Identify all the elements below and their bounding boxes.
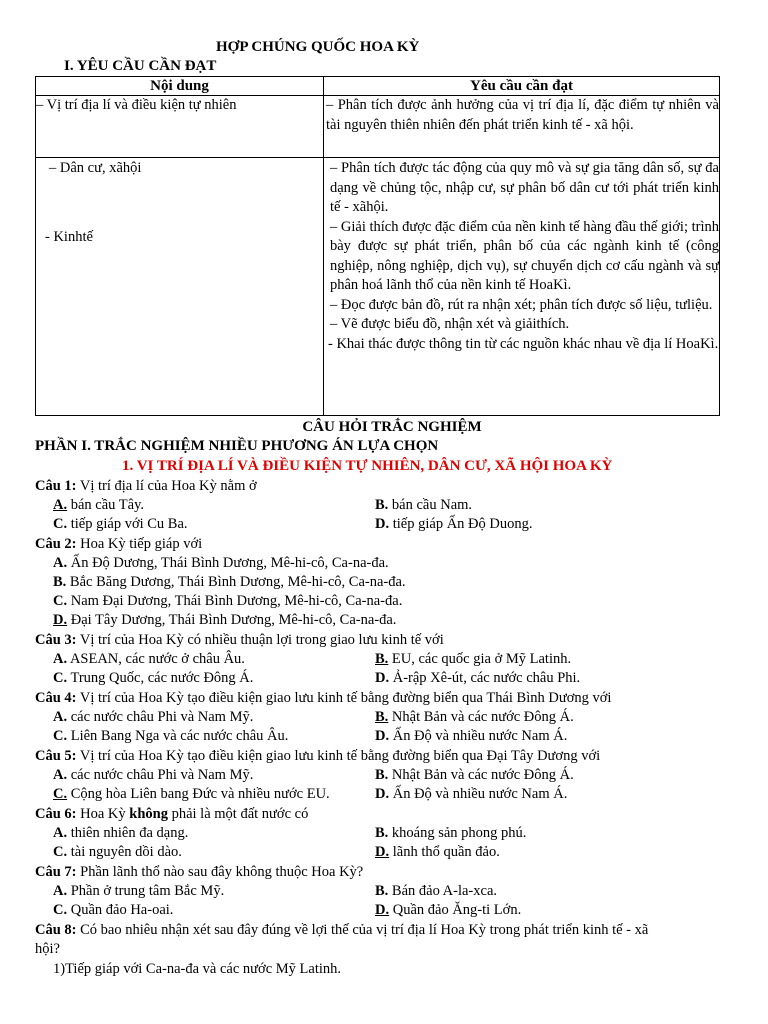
- question-text: phải là một đất nước có: [167, 806, 309, 822]
- requirement-item: – Đọc được bản đồ, rút ra nhận xét; phân tích được số liệu, tưliệu.: [330, 296, 713, 313]
- table-cell: [36, 158, 324, 416]
- option-letter: C.: [53, 786, 68, 802]
- option-a[interactable]: [53, 496, 144, 515]
- option-letter: C.: [53, 728, 68, 744]
- question-label: Câu 8:: [35, 922, 77, 938]
- option-a[interactable]: [53, 650, 245, 669]
- option-letter: B.: [375, 651, 389, 667]
- option-b[interactable]: [375, 766, 574, 785]
- option-c[interactable]: [53, 901, 173, 920]
- statement-item: 1)Tiếp giáp với Ca-na-đa và các nước Mỹ Latinh.: [53, 961, 342, 977]
- document-title: HỢP CHÚNG QUỐC HOA KỲ: [216, 39, 420, 55]
- question-text: Hoa Kỳ tiếp giáp với: [76, 536, 203, 552]
- question-2: [35, 535, 202, 554]
- option-text: Nam Đại Dương, Thái Bình Dương, Mê-hi-cô, Ca-na-đa.: [70, 593, 403, 609]
- option-text: Quần đảo Ha-oai.: [70, 902, 174, 918]
- row1-content: – Vị trí địa lí và điều kiện tự nhiên: [36, 97, 237, 113]
- requirement-item: – Giải thích được đặc điểm của nền kinh tế hàng đầu thế giới; trình bày được sự phát triển, phân bố của các ngành kinh tế (công nghiệp, nông nghiệp, dịch vụ), sự chuyển dịch cơ cấu ngành và sự phân hoá lãnh thổ của nền kinh tế HoaKì.: [330, 218, 719, 293]
- option-text: Ấn Độ và nhiều nước Nam Á.: [392, 786, 568, 802]
- option-text: Phần ở trung tâm Bắc Mỹ.: [70, 883, 225, 899]
- part-heading: PHẦN I. TRẮC NGHIỆM NHIỀU PHƯƠNG ÁN LỰA CHỌN: [35, 438, 439, 454]
- option-letter: D.: [53, 612, 68, 628]
- option-b[interactable]: [375, 496, 472, 515]
- row2-content-economy: - Kinhtế: [45, 228, 93, 245]
- option-b[interactable]: [375, 650, 571, 669]
- option-text: bán cầu Tây.: [70, 497, 145, 513]
- question-8: [35, 921, 648, 940]
- question-text: Vị trí của Hoa Kỳ tạo điều kiện giao lưu kinh tế bằng đường biển qua Thái Bình Dương với: [76, 690, 612, 706]
- option-letter: A.: [53, 825, 68, 841]
- table-header-requirement: Yêu cầu cần đạt: [324, 77, 720, 96]
- option-letter: C.: [53, 902, 68, 918]
- option-d[interactable]: [375, 727, 567, 746]
- question-8-continued: hội?: [35, 941, 60, 957]
- option-letter: B.: [53, 574, 67, 590]
- option-text: thiên nhiên đa dạng.: [70, 825, 189, 841]
- table-cell: [36, 96, 324, 158]
- option-text: Liên Bang Nga và các nước châu Âu.: [70, 728, 289, 744]
- table-header-row: [36, 77, 720, 96]
- question-label: Câu 3:: [35, 632, 77, 648]
- option-text: Đại Tây Dương, Thái Bình Dương, Mê-hi-cô, Ca-na-đa.: [70, 612, 397, 628]
- table-row: [36, 96, 720, 158]
- option-d[interactable]: [375, 515, 532, 534]
- option-letter: A.: [53, 709, 68, 725]
- option-letter: B.: [375, 767, 389, 783]
- question-6: [35, 805, 308, 824]
- option-text: Ấn Độ Dương, Thái Bình Dương, Mê-hi-cô, Ca-na-đa.: [70, 555, 389, 571]
- question-label: Câu 5:: [35, 748, 77, 764]
- table-row: [36, 158, 720, 416]
- option-d[interactable]: [375, 669, 580, 688]
- option-letter: D.: [375, 670, 390, 686]
- option-letter: C.: [53, 516, 68, 532]
- option-text: tiếp giáp với Cu Ba.: [70, 516, 188, 532]
- table-header-content: Nội dung: [36, 77, 324, 96]
- question-label: Câu 1:: [35, 478, 77, 494]
- option-d[interactable]: [53, 611, 396, 630]
- option-letter: A.: [53, 651, 68, 667]
- option-text: lãnh thổ quần đảo.: [392, 844, 500, 860]
- option-c[interactable]: [53, 727, 288, 746]
- option-c[interactable]: [53, 592, 402, 611]
- option-b[interactable]: [375, 824, 526, 843]
- option-text: Quần đảo Ăng-ti Lớn.: [392, 902, 522, 918]
- question-3: [35, 631, 444, 650]
- requirement-item: - Khai thác được thông tin từ các nguồn khác nhau về địa lí HoaKì.: [328, 335, 719, 352]
- option-text: Ấn Độ và nhiều nước Nam Á.: [392, 728, 568, 744]
- question-emphasis: không: [129, 806, 168, 822]
- question-4: [35, 689, 611, 708]
- question-text: Có bao nhiêu nhận xét sau đây đúng về lợi thế của vị trí địa lí Hoa Kỳ trong phát triển kinh tế - xã: [76, 922, 649, 938]
- option-a[interactable]: [53, 882, 224, 901]
- option-letter: A.: [53, 883, 68, 899]
- option-letter: D.: [375, 902, 390, 918]
- option-text: khoáng sản phong phú.: [391, 825, 527, 841]
- option-text: bán cầu Nam.: [391, 497, 473, 513]
- question-text: Vị trí của Hoa Kỳ tạo điều kiện giao lưu kinh tế bằng đường biển qua Đại Tây Dương với: [76, 748, 601, 764]
- option-text: các nước châu Phi và Nam Mỹ.: [70, 709, 254, 725]
- option-letter: A.: [53, 555, 68, 571]
- option-letter: C.: [53, 670, 68, 686]
- option-d[interactable]: [375, 843, 500, 862]
- option-letter: D.: [375, 728, 390, 744]
- option-a[interactable]: [53, 766, 253, 785]
- option-letter: A.: [53, 497, 68, 513]
- requirements-table: [35, 76, 720, 416]
- option-c[interactable]: [53, 843, 182, 862]
- table-cell: [324, 96, 720, 158]
- option-text: Nhật Bản và các nước Đông Á.: [391, 709, 574, 725]
- option-letter: B.: [375, 497, 389, 513]
- question-7: [35, 863, 363, 882]
- option-letter: D.: [375, 516, 390, 532]
- question-text: Hoa Kỳ: [76, 806, 130, 822]
- option-letter: D.: [375, 844, 390, 860]
- option-text: Bắc Băng Dương, Thái Bình Dương, Mê-hi-cô, Ca-na-đa.: [69, 574, 406, 590]
- question-5: [35, 747, 600, 766]
- option-text: các nước châu Phi và Nam Mỹ.: [70, 767, 254, 783]
- option-c[interactable]: [53, 515, 188, 534]
- option-letter: C.: [53, 593, 68, 609]
- option-letter: A.: [53, 767, 68, 783]
- question-text: Vị trí địa lí của Hoa Kỳ nằm ở: [76, 478, 257, 494]
- option-text: Trung Quốc, các nước Đông Á.: [70, 670, 254, 686]
- row1-requirement: – Phân tích được ảnh hưởng của vị trí địa lí, đặc điểm tự nhiên và tài nguyên thiên nhiên đến phát triển kinh tế - xã hội.: [326, 97, 719, 133]
- option-letter: B.: [375, 825, 389, 841]
- option-c[interactable]: [53, 669, 253, 688]
- question-label: Câu 4:: [35, 690, 77, 706]
- question-text: Vị trí của Hoa Kỳ có nhiều thuận lợi trong giao lưu kinh tế với: [76, 632, 444, 648]
- option-text: EU, các quốc gia ở Mỹ Latinh.: [391, 651, 572, 667]
- question-label: Câu 7:: [35, 864, 77, 880]
- question-label: Câu 6:: [35, 806, 77, 822]
- option-d[interactable]: [375, 901, 521, 920]
- question-1: [35, 477, 257, 496]
- option-letter: D.: [375, 786, 390, 802]
- option-text: tiếp giáp Ấn Độ Duong.: [392, 516, 533, 532]
- option-text: Nhật Bản và các nước Đông Á.: [391, 767, 574, 783]
- requirement-item: – Vẽ được biểu đồ, nhận xét và giảithích.: [330, 316, 570, 332]
- option-b[interactable]: [53, 573, 406, 592]
- option-a[interactable]: [53, 824, 188, 843]
- option-letter: B.: [375, 709, 389, 725]
- option-text: Ả-rập Xê-út, các nước châu Phi.: [392, 670, 581, 686]
- option-text: Bán đảo A-la-xca.: [391, 883, 498, 899]
- option-text: tài nguyên dồi dào.: [70, 844, 182, 860]
- requirement-item: – Phân tích được tác động của quy mô và sự gia tăng dân số, sự đa dạng về chủng tộc, nhập cư, sự phân bố dân cư tới phát triển kinh tế - xãhội.: [330, 160, 719, 215]
- option-b[interactable]: [375, 708, 574, 727]
- topic-heading: 1. VỊ TRÍ ĐỊA LÍ VÀ ĐIỀU KIỆN TỰ NHIÊN, DÂN CƯ, XÃ HỘI HOA KỲ: [122, 458, 613, 474]
- option-b[interactable]: [375, 882, 497, 901]
- section-heading: I. YÊU CẦU CẦN ĐẠT: [64, 58, 217, 74]
- option-c[interactable]: [53, 785, 330, 804]
- option-a[interactable]: [53, 708, 253, 727]
- table-cell: [324, 158, 720, 416]
- option-letter: B.: [375, 883, 389, 899]
- quiz-heading: CÂU HỎI TRẮC NGHIỆM: [302, 419, 482, 435]
- option-text: Cộng hòa Liên bang Đức và nhiều nước EU.: [70, 786, 330, 802]
- option-d[interactable]: [375, 785, 567, 804]
- option-letter: C.: [53, 844, 68, 860]
- option-a[interactable]: [53, 554, 389, 573]
- row2-content-population: – Dân cư, xãhội: [49, 160, 142, 176]
- question-text: Phần lãnh thổ nào sau đây không thuộc Hoa Kỳ?: [76, 864, 364, 880]
- question-label: Câu 2:: [35, 536, 77, 552]
- option-text: ASEAN, các nước ở châu Âu.: [69, 651, 245, 667]
